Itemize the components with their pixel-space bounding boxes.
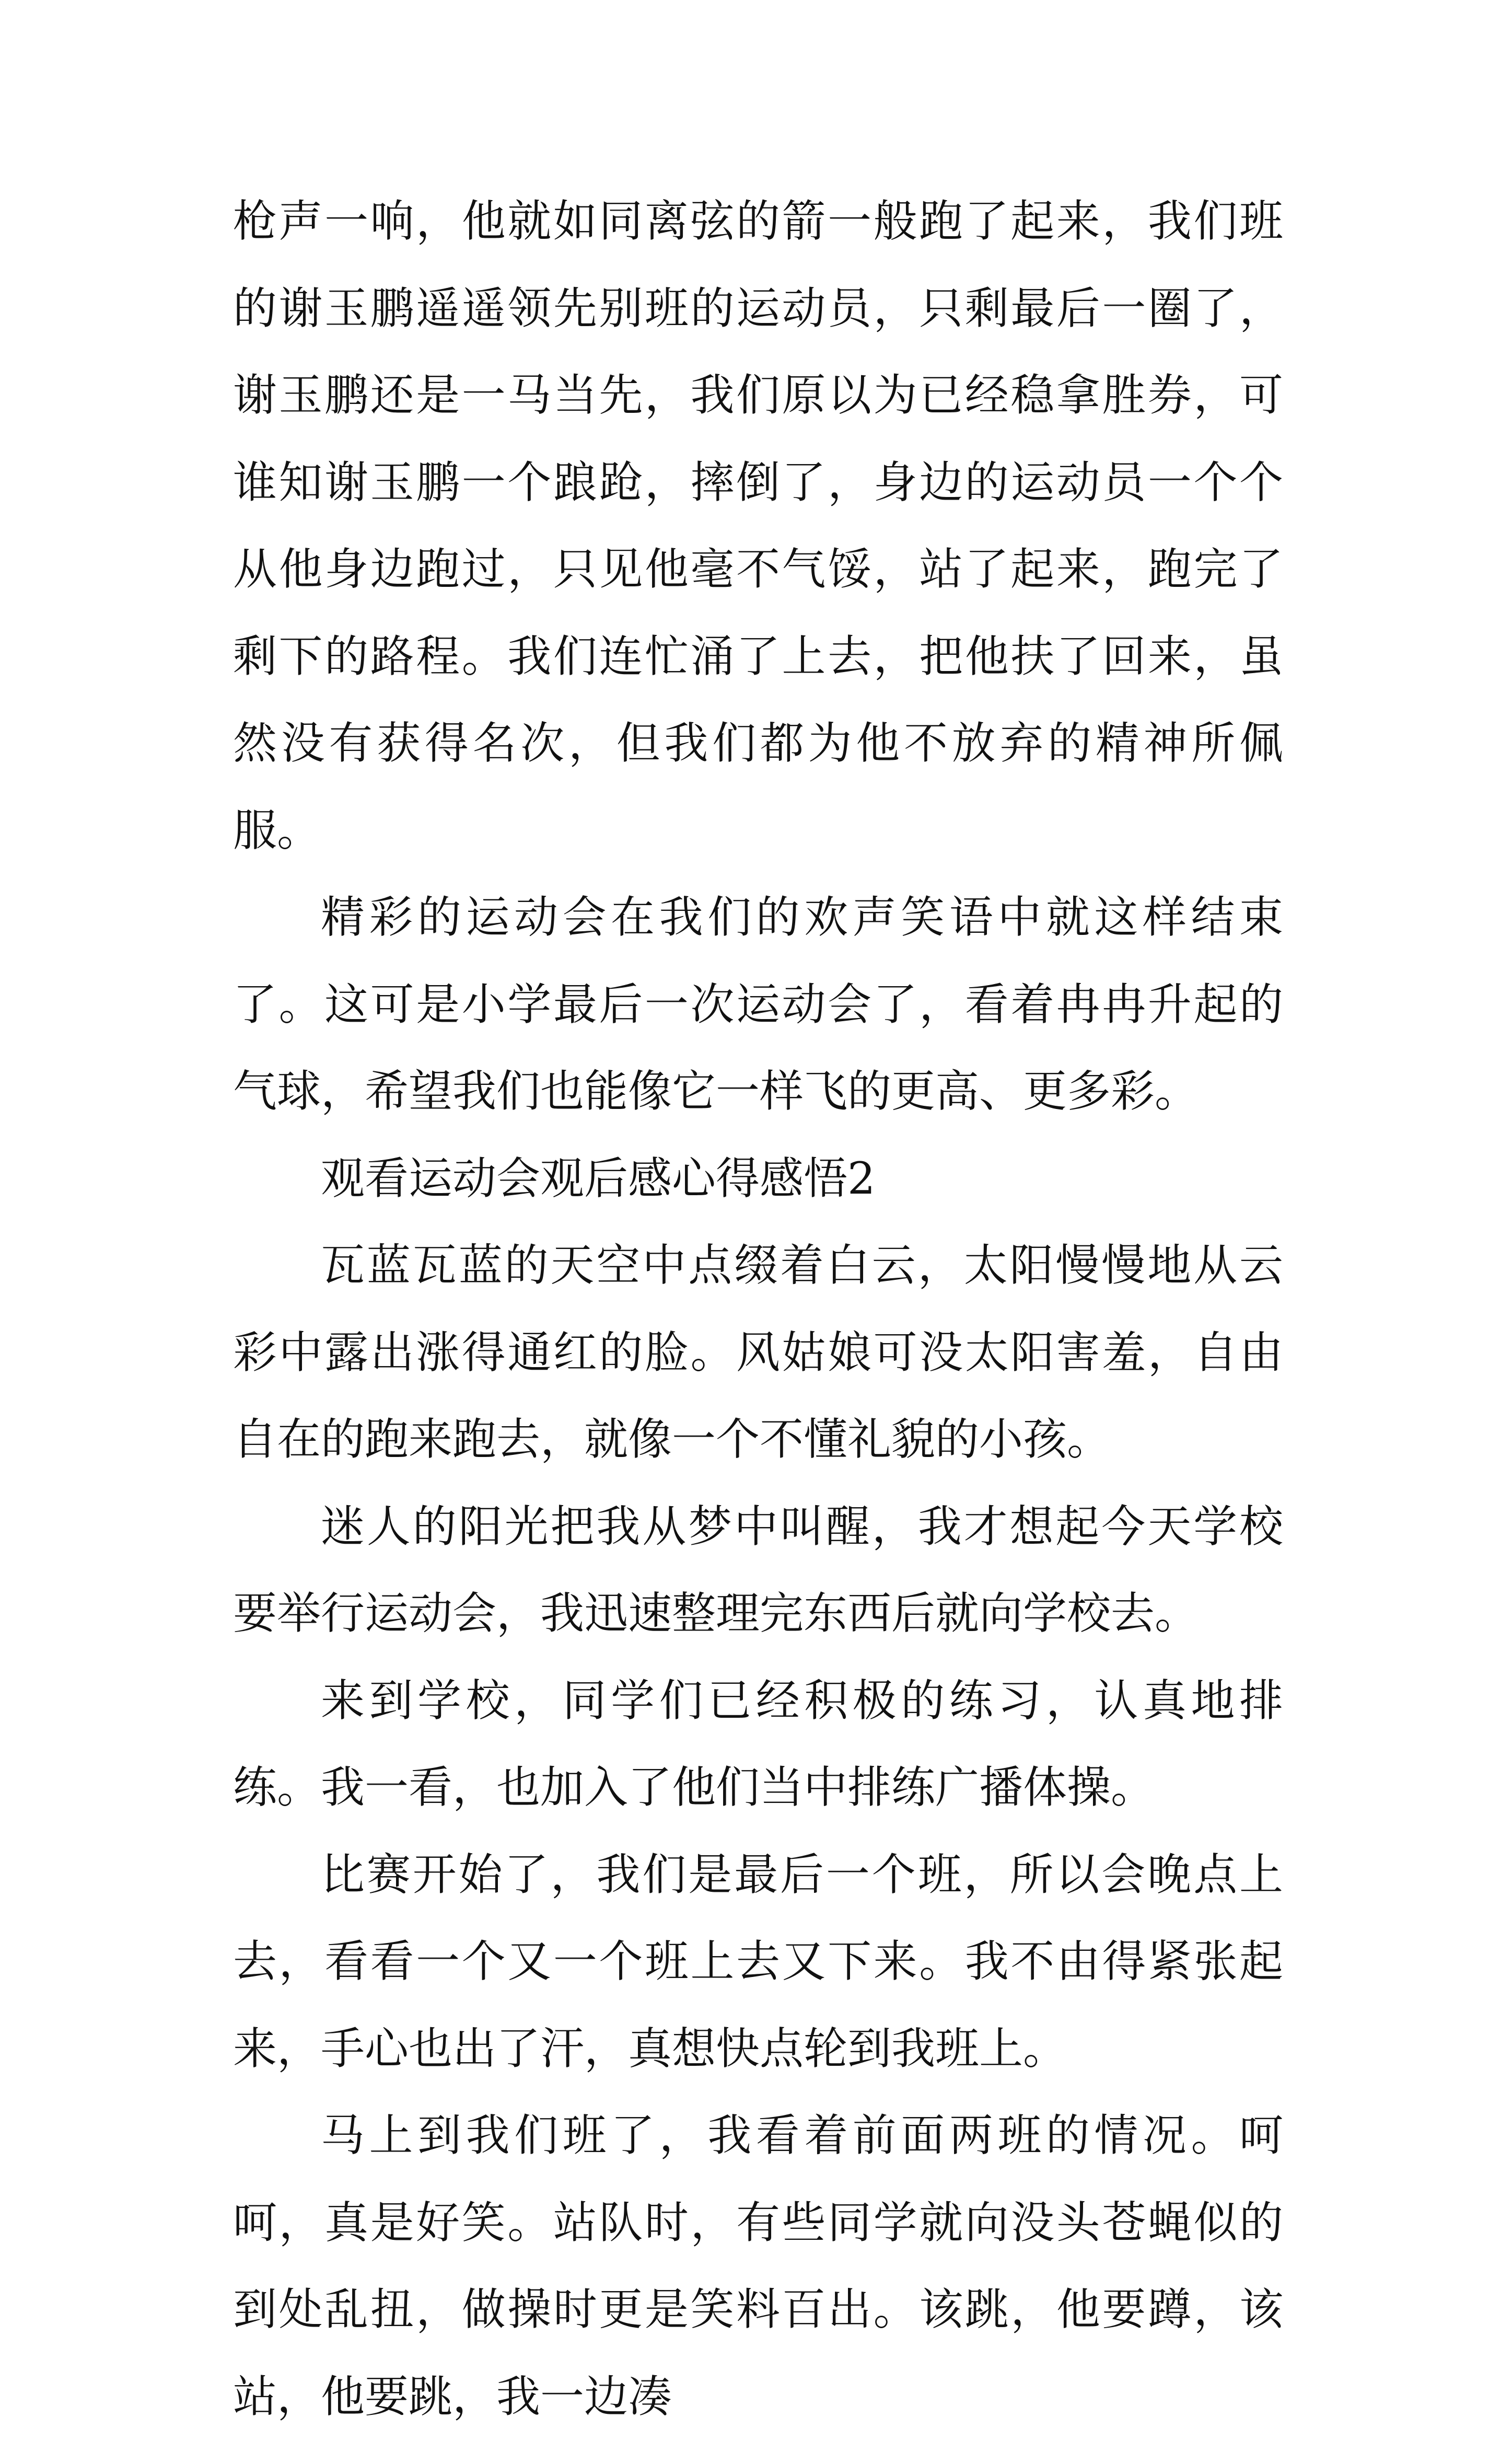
paragraph-7: 马上到我们班了，我看着前面两班的情况。呵呵，真是好笑。站队时，有些同学就向没头苍蝇似的到处乱扭，做操时更是笑料百出。该跳，他要蹲，该站，他要跳，我一边凑 [233, 2110, 1283, 2422]
paragraph-6: 比赛开始了，我们是最后一个班，所以会晚点上去，看看一个又一个班上去又下来。我不由得紧张起来，手心也出了汗，真想快点轮到我班上。 [233, 1848, 1283, 2074]
section-title: 观看运动会观后感心得感悟2 [321, 1152, 876, 1204]
paragraph-2: 精彩的运动会在我们的欢声笑语中就这样结束了。这可是小学最后一次运动会了，看着冉冉升起的气球，希望我们也能像它一样飞的更高、更多彩。 [233, 892, 1283, 1117]
paragraph-3: 瓦蓝瓦蓝的天空中点缀着白云，太阳慢慢地从云彩中露出涨得通红的脸。风姑娘可没太阳害羞，自由自在的跑来跑去，就像一个不懂礼貌的小孩。 [233, 1240, 1283, 1465]
paragraph-4: 迷人的阳光把我从梦中叫醒，我才想起今天学校要举行运动会，我迅速整理完东西后就向学校去。 [233, 1500, 1283, 1639]
document-body [233, 178, 1283, 2440]
paragraph-1: 枪声一响，他就如同离弦的箭一般跑了起来，我们班的谢玉鹏遥遥领先别班的运动员，只剩最后一圈了，谢玉鹏还是一马当先，我们原以为已经稳拿胜券，可谁知谢玉鹏一个踉跄，摔倒了，身边的运动员一个个从他身边跑过，只见他毫不气馁，站了起来，跑完了剩下的路程。我们连忙涌了上去，把他扶了回来，虽然没有获得名次，但我们都为他不放弃的精神所佩服。 [233, 195, 1283, 856]
paragraph-5: 来到学校，同学们已经积极的练习，认真地排练。我一看，也加入了他们当中排练广播体操。 [233, 1674, 1283, 1813]
